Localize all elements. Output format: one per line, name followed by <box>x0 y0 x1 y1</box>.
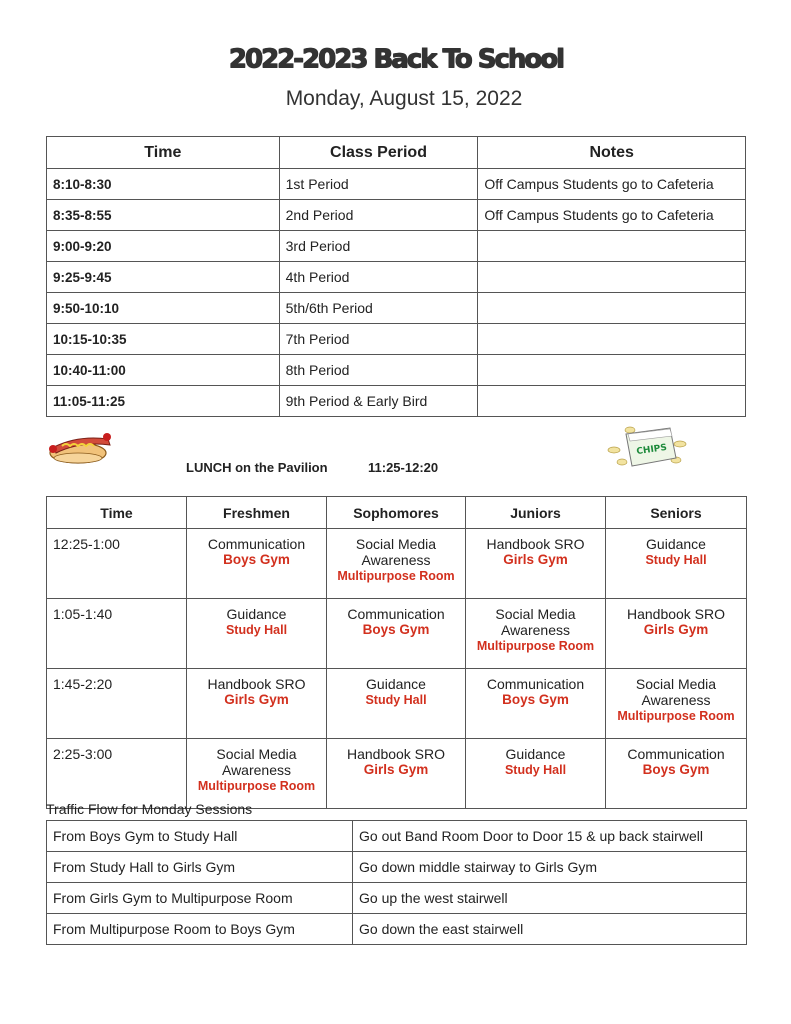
notes-cell <box>478 386 746 417</box>
session-cell <box>327 669 466 739</box>
session-location: Girls Gym <box>224 692 289 707</box>
column-header-time: Time <box>47 497 187 529</box>
session-cell <box>187 599 327 669</box>
directions-cell: Go out Band Room Door to Door 15 & up back stairwell <box>353 821 747 852</box>
column-header-class-period: Class Period <box>279 137 478 169</box>
session-topic: Guidance <box>366 676 426 692</box>
session-cell <box>187 529 327 599</box>
session-topic: Handbook SRO <box>486 536 585 552</box>
session-cell <box>187 669 327 739</box>
chips-bag-label: CHIPS <box>635 442 668 458</box>
session-cell <box>466 529 606 599</box>
session-location: Boys Gym <box>362 622 430 637</box>
time-cell: 9:25-9:45 <box>47 262 280 293</box>
table-row <box>47 262 746 293</box>
notes-cell <box>478 355 746 386</box>
session-cell <box>327 529 466 599</box>
class-schedule-table <box>46 136 746 417</box>
session-topic: Social Media Awareness <box>216 746 297 778</box>
time-cell: 8:10-8:30 <box>47 169 280 200</box>
lunch-label: LUNCH on the Pavilion <box>186 460 328 475</box>
notes-cell <box>478 262 746 293</box>
session-cell <box>466 599 606 669</box>
table-row <box>47 169 746 200</box>
session-location: Study Hall <box>225 623 288 637</box>
table-row <box>47 739 747 809</box>
session-topic: Handbook SRO <box>626 606 726 622</box>
time-cell: 9:50-10:10 <box>47 293 280 324</box>
route-cell: From Study Hall to Girls Gym <box>47 852 353 883</box>
time-cell: 1:05-1:40 <box>47 599 187 669</box>
time-cell: 11:05-11:25 <box>47 386 280 417</box>
time-cell: 12:25-1:00 <box>47 529 187 599</box>
traffic-flow-table <box>46 820 747 945</box>
time-cell: 1:45-2:20 <box>47 669 187 739</box>
session-cell <box>327 739 466 809</box>
period-cell: 5th/6th Period <box>279 293 478 324</box>
notes-cell: Off Campus Students go to Cafeteria <box>478 169 746 200</box>
session-location: Multipurpose Room <box>197 779 316 793</box>
table-row <box>47 293 746 324</box>
session-topic: Communication <box>627 746 725 762</box>
session-topic: Guidance <box>505 746 566 762</box>
session-topic: Social Media Awareness <box>495 606 576 638</box>
page-date: Monday, August 15, 2022 <box>285 87 523 110</box>
session-location: Girls Gym <box>643 622 709 637</box>
session-topic: Communication <box>207 536 306 552</box>
session-topic: Handbook SRO <box>207 676 306 692</box>
page-title: 2022-2023 Back To School <box>228 44 563 74</box>
session-location: Multipurpose Room <box>476 639 595 653</box>
table-row <box>47 324 746 355</box>
session-cell <box>606 669 747 739</box>
table-row <box>47 529 747 599</box>
session-cell <box>606 529 747 599</box>
route-cell: From Boys Gym to Study Hall <box>47 821 353 852</box>
hotdog-icon <box>48 427 114 467</box>
column-header-seniors: Seniors <box>606 497 747 529</box>
session-location: Study Hall <box>504 763 567 777</box>
notes-cell <box>478 231 746 262</box>
column-header-time: Time <box>47 137 280 169</box>
session-cell <box>466 669 606 739</box>
notes-cell <box>478 324 746 355</box>
session-topic: Guidance <box>646 536 706 552</box>
session-cell <box>606 599 747 669</box>
time-cell: 2:25-3:00 <box>47 739 187 809</box>
column-header-notes: Notes <box>478 137 746 169</box>
table-row <box>47 231 746 262</box>
notes-cell: Off Campus Students go to Cafeteria <box>478 200 746 231</box>
directions-cell: Go up the west stairwell <box>353 883 747 914</box>
notes-cell <box>478 293 746 324</box>
period-cell: 1st Period <box>279 169 478 200</box>
directions-cell: Go down the east stairwell <box>353 914 747 945</box>
session-location: Multipurpose Room <box>617 709 735 723</box>
column-header-freshmen: Freshmen <box>187 497 327 529</box>
session-location: Multipurpose Room <box>337 569 455 583</box>
period-cell: 3rd Period <box>279 231 478 262</box>
table-row <box>47 883 747 914</box>
table-header-row <box>47 137 746 169</box>
session-location: Girls Gym <box>503 552 568 567</box>
session-cell <box>606 739 747 809</box>
session-topic: Guidance <box>226 606 287 622</box>
session-location: Girls Gym <box>363 762 429 777</box>
table-row <box>47 355 746 386</box>
table-row <box>47 669 747 739</box>
session-topic: Handbook SRO <box>346 746 446 762</box>
period-cell: 7th Period <box>279 324 478 355</box>
table-row <box>47 852 747 883</box>
table-row <box>47 914 747 945</box>
traffic-caption: Traffic Flow for Monday Sessions <box>46 801 253 817</box>
time-cell: 10:40-11:00 <box>47 355 280 386</box>
sessions-table <box>46 496 747 809</box>
chips-bag-icon <box>606 422 688 470</box>
period-cell: 4th Period <box>279 262 478 293</box>
session-cell <box>327 599 466 669</box>
session-location: Boys Gym <box>642 762 710 777</box>
session-topic: Communication <box>486 676 585 692</box>
column-header-juniors: Juniors <box>466 497 606 529</box>
lunch-time: 11:25-12:20 <box>368 460 439 475</box>
time-cell: 8:35-8:55 <box>47 200 280 231</box>
table-row <box>47 386 746 417</box>
session-location: Boys Gym <box>223 552 290 567</box>
session-topic: Social Media Awareness <box>355 536 437 568</box>
session-location: Boys Gym <box>502 692 569 707</box>
period-cell: 8th Period <box>279 355 478 386</box>
time-cell: 10:15-10:35 <box>47 324 280 355</box>
session-topic: Social Media Awareness <box>635 676 717 708</box>
column-header-sophomores: Sophomores <box>327 497 466 529</box>
route-cell: From Multipurpose Room to Boys Gym <box>47 914 353 945</box>
table-header-row <box>47 497 747 529</box>
table-row <box>47 821 747 852</box>
period-cell: 2nd Period <box>279 200 478 231</box>
time-cell: 9:00-9:20 <box>47 231 280 262</box>
session-topic: Communication <box>347 606 445 622</box>
session-cell <box>187 739 327 809</box>
directions-cell: Go down middle stairway to Girls Gym <box>353 852 747 883</box>
period-cell: 9th Period & Early Bird <box>279 386 478 417</box>
session-location: Study Hall <box>645 553 707 567</box>
session-cell <box>466 739 606 809</box>
route-cell: From Girls Gym to Multipurpose Room <box>47 883 353 914</box>
table-row <box>47 200 746 231</box>
table-row <box>47 599 747 669</box>
session-location: Study Hall <box>365 693 427 707</box>
